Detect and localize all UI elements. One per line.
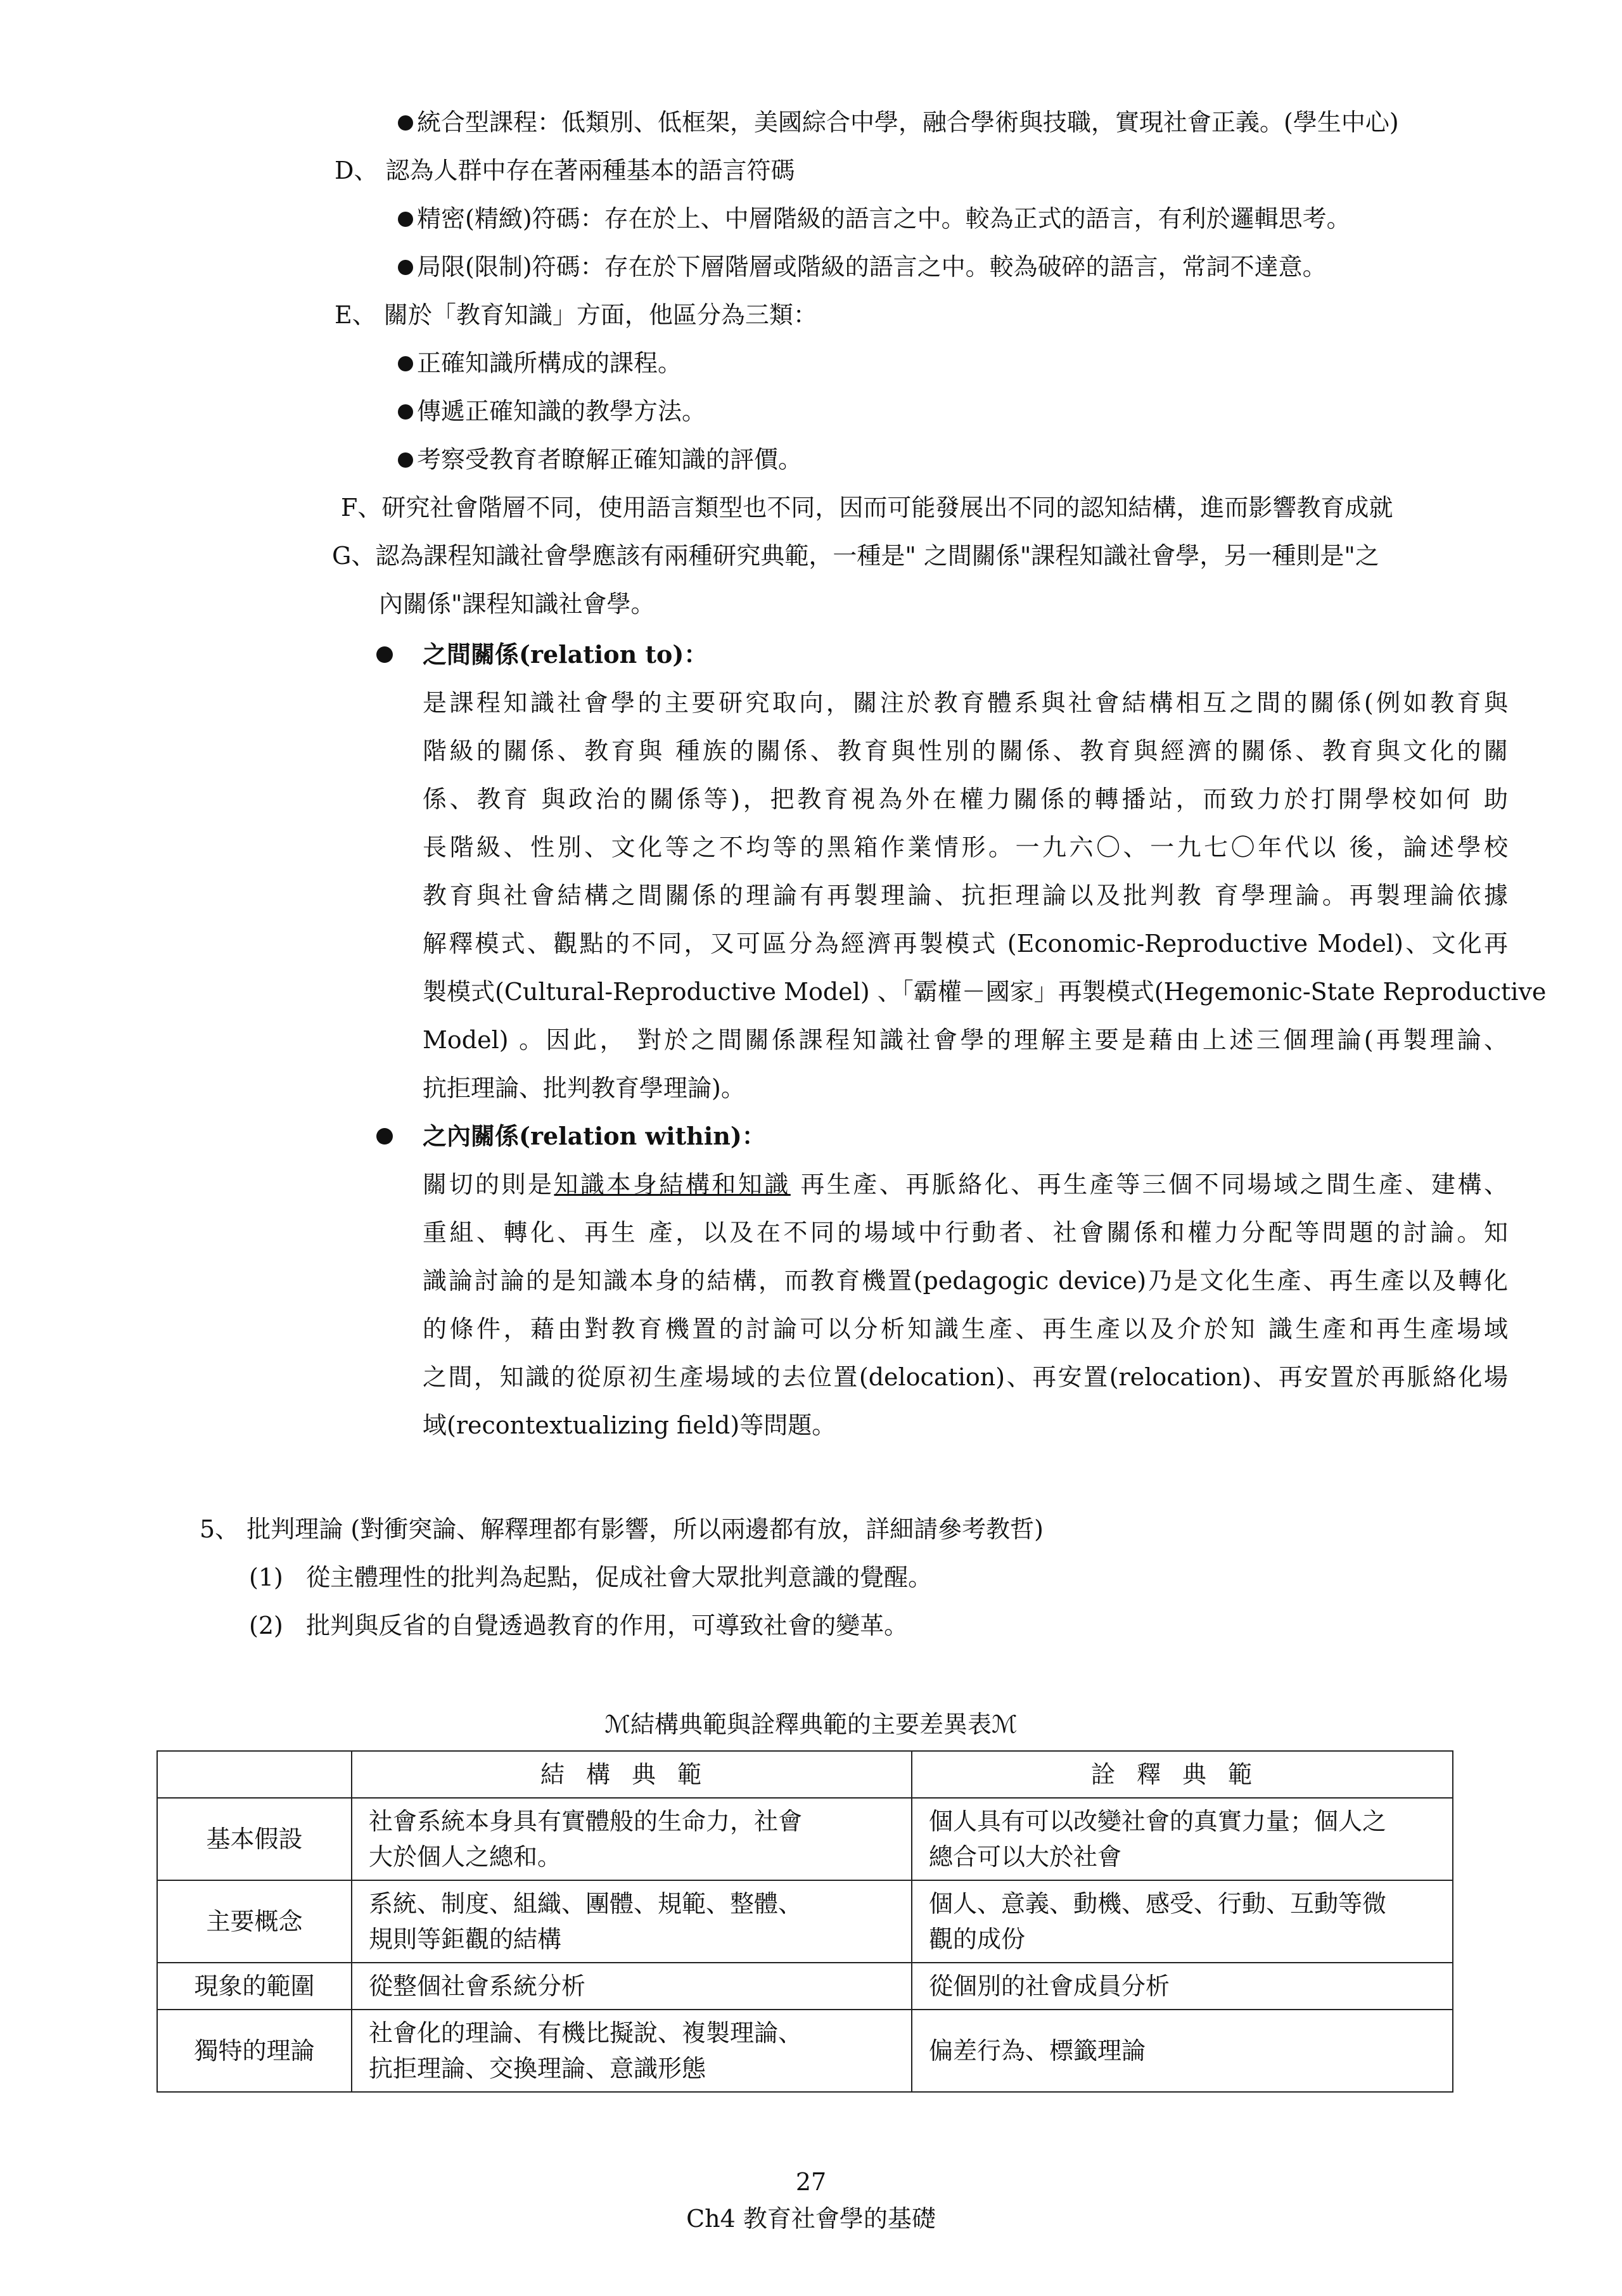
section-5-heading: 5、 批判理論 (對衝突論、解釋理都有影響，所以兩邊都有放，詳細請參考教哲) [200,1515,1044,1543]
table-caption: ℳ結構典範與詮釋典範的主要差異表ℳ [604,1710,1018,1738]
bullet-dot-icon [398,260,413,275]
interpretive-cell: 個人、意義、動機、感受、行動、互動等微 觀的成份 [912,1880,1453,1963]
paragraph-line: 教育與社會結構之間關係的理論有再製理論、抗拒理論以及批判教 育學理論。再製理論依據 [423,882,1508,909]
bullet-item-elaborated-code: 精密(精緻)符碼：存在於上、中層階級的語言之中。較為正式的語言，有利於邏輯思考。 [398,204,1351,233]
table-header-structural: 結構典範 [352,1751,912,1798]
interpretive-cell: 偏差行為、標籤理論 [912,2010,1453,2092]
bullet-dot-icon [398,356,413,371]
page-number: 27 [795,2168,827,2196]
table-header-row [157,1751,1453,1798]
bullet-item-curriculum: 正確知識所構成的課程。 [398,349,682,378]
section-5-item: (1) 從主體理性的批判為起點，促成社會大眾批判意識的覺醒。 [249,1563,933,1591]
relation-within-title: 之內關係(relation within)： [423,1122,766,1150]
paragraph-line: 識論討論的是知識本身的結構，而教育機置(pedagogic device)乃是文化生產、再生產以及轉化 [423,1267,1508,1295]
row-label: 獨特的理論 [157,2010,352,2092]
interpretive-cell: 從個別的社會成員分析 [912,1963,1453,2010]
section-g-heading: G、認為課程知識社會學應該有兩種研究典範，一種是" 之間關係"課程知識社會學，另一種則是"之 [332,542,1379,570]
table-row [157,1798,1453,1880]
section-d-heading: D、 認為人群中存在著兩種基本的語言符碼 [335,157,795,184]
bullet-dot-icon [376,646,393,663]
row-label: 基本假設 [157,1798,352,1880]
table-row [157,2010,1453,2092]
section-f-heading: F、研究社會階層不同，使用語言類型也不同，因而可能發展出不同的認知結構，進而影響教育成就 [341,494,1393,522]
table-header-empty [157,1751,352,1798]
paragraph-line: 長階級、性別、文化等之不均等的黑箱作業情形。一九六〇、一九七〇年代以 後，論述學校 [423,833,1508,861]
bullet-dot-icon [398,452,413,468]
paragraph-line: 抗拒理論、批判教育學理論)。 [423,1074,745,1102]
relation-to-title: 之間關係(relation to)： [423,640,708,669]
row-label: 主要概念 [157,1880,352,1963]
paragraph-line: 之間，知識的從原初生產場域的去位置(delocation)、再安置(relocation)、再安置於再脈絡化場 [423,1363,1508,1391]
paragraph-line: Model) 。因此， 對於之間關係課程知識社會學的理解主要是藉由上述三個理論(再製理論、 [423,1026,1508,1054]
paragraph-line: 係、教育 與政治的關係等)，把教育視為外在權力關係的轉播站，而致力於打開學校如何 助 [423,785,1508,813]
bullet-item-restricted-code: 局限(限制)符碼：存在於下層階層或階級的語言之中。較為破碎的語言，常詞不達意。 [398,252,1327,281]
paragraph-line: 是課程知識社會學的主要研究取向，關注於教育體系與社會結構相互之間的關係(例如教育與 [423,689,1508,717]
interpretive-cell: 個人具有可以改變社會的真實力量；個人之 總合可以大於社會 [912,1798,1453,1880]
paragraph-line: 階級的關係、教育與 種族的關係、教育與性別的關係、教育與經濟的關係、教育與文化的關 [423,737,1508,765]
bullet-item-evaluation: 考察受教育者瞭解正確知識的評價。 [398,445,802,474]
paragraph-line: 製模式(Cultural-Reproductive Model) 、「霸權－國家」再製模式(Hegemonic-State Reproductive [423,978,1547,1006]
chapter-title: Ch4 教育社會學的基礎 [686,2205,936,2233]
table-row [157,1963,1453,2010]
section-e-heading: E、 關於「教育知識」方面，他區分為三類： [335,301,817,329]
structural-cell: 系統、制度、組織、團體、規範、整體、 規則等鉅觀的結構 [352,1880,912,1963]
structural-cell: 從整個社會系統分析 [352,1963,912,2010]
bullet-item-teaching-method: 傳遞正確知識的教學方法。 [398,397,706,426]
bullet-dot-icon [376,1128,393,1145]
section-5-item: (2) 批判與反省的自覺透過教育的作用，可導致社會的變革。 [249,1612,909,1639]
paragraph-line: 關切的則是知識本身結構和知識 再生產、再脈絡化、再生產等三個不同場域之間生產、建構、 [423,1170,1508,1198]
bullet-item-integrated-curriculum: 統合型課程：低類別、低框架，美國綜合中學，融合學術與技職，實現社會正義。(學生中心) [398,108,1399,137]
paragraph-line: 解釋模式、觀點的不同，又可區分為經濟再製模式 (Economic-Reproductive Model)、文化再 [423,930,1508,958]
paragraph-line: 域(recontextualizing field)等問題。 [423,1411,836,1439]
underlined-phrase: 知識本身結構和知識 [554,1170,791,1198]
paragraph-line: 重組、轉化、再生 產，以及在不同的場域中行動者、社會關係和權力分配等問題的討論。知 [423,1219,1508,1247]
section-g-heading-continued: 內關係"課程知識社會學。 [379,590,655,618]
bullet-dot-icon [398,115,413,131]
structural-cell: 社會系統本身具有實體般的生命力，社會 大於個人之總和。 [352,1798,912,1880]
bullet-dot-icon [398,404,413,420]
paragraph-line: 的條件，藉由對教育機置的討論可以分析知識生產、再生產以及介於知 識生產和再生產場域 [423,1315,1508,1343]
table-header-interpretive: 詮釋典範 [912,1751,1453,1798]
comparison-table [156,1750,1453,2093]
bullet-dot-icon [398,212,413,227]
row-label: 現象的範圍 [157,1963,352,2010]
table-row [157,1880,1453,1963]
structural-cell: 社會化的理論、有機比擬說、複製理論、 抗拒理論、交換理論、意識形態 [352,2010,912,2092]
